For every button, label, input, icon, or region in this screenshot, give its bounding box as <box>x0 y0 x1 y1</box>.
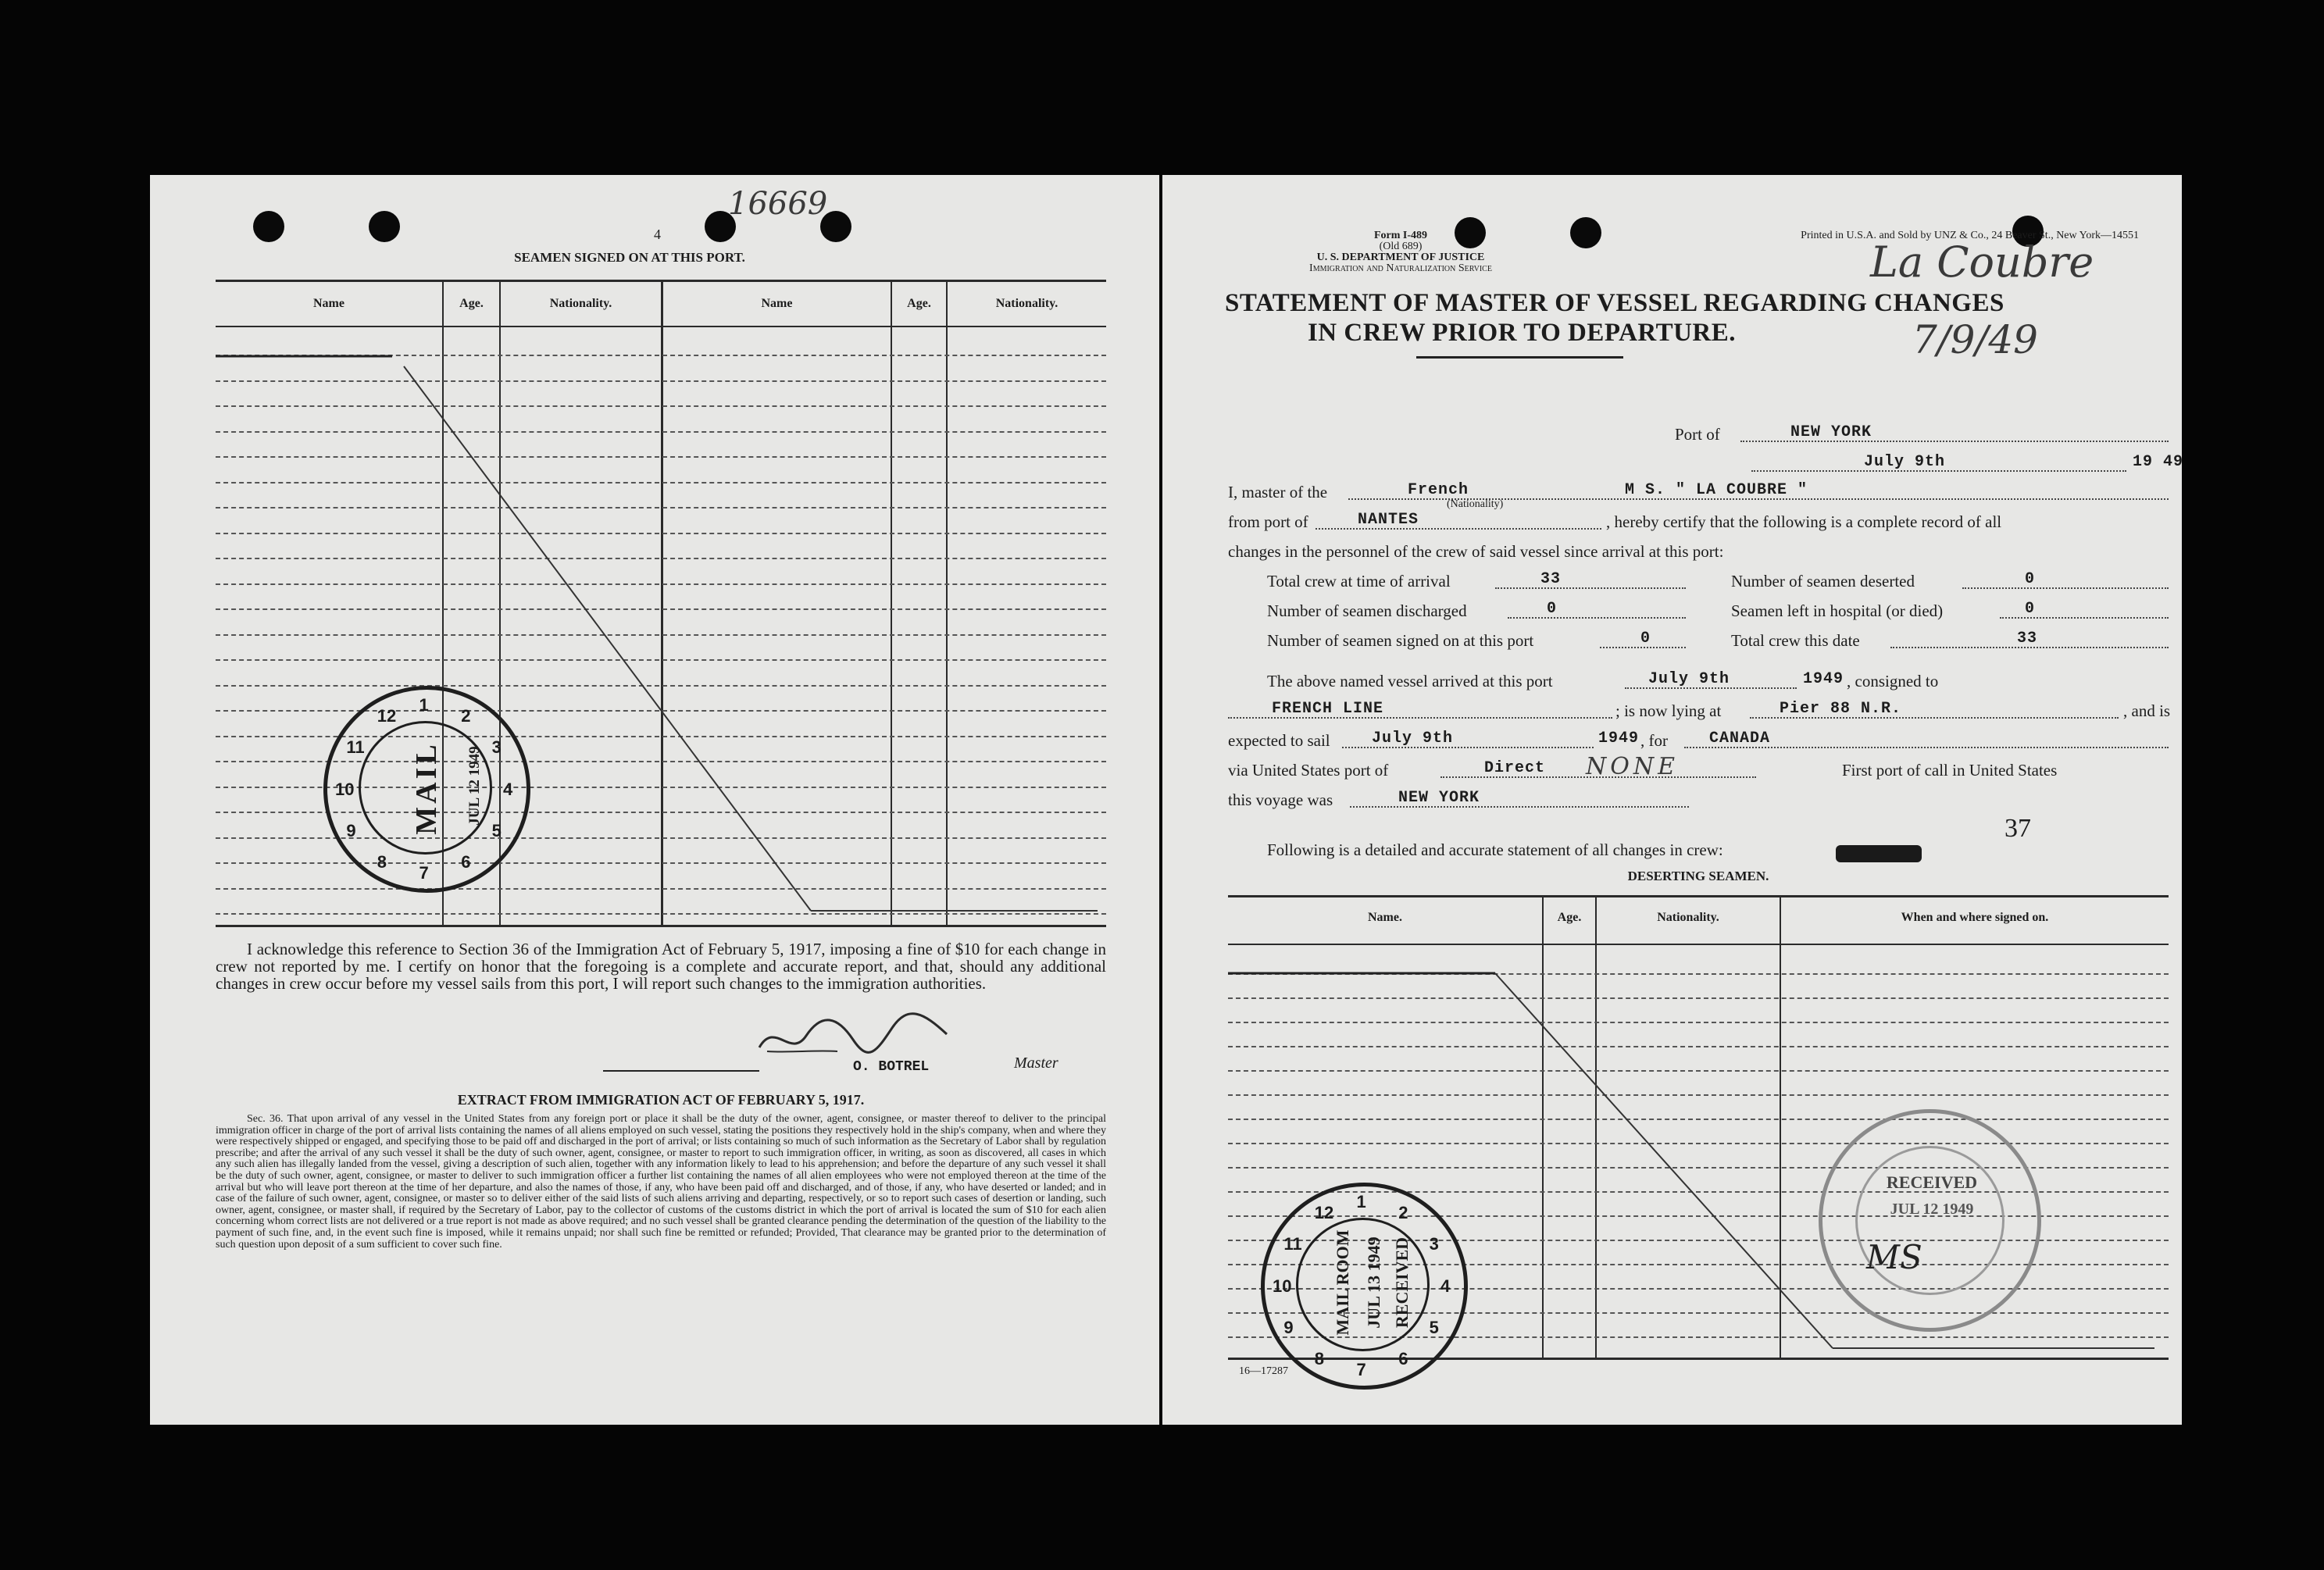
service: Immigration and Naturalization Service <box>1309 262 1492 274</box>
col-header-age: Age. <box>907 297 931 310</box>
master-label: Master <box>1014 1054 1058 1072</box>
stamp-word: RECEIVED <box>1886 1172 1978 1192</box>
certify-text: , hereby certify that the following is a complete record of all <box>1606 512 2002 531</box>
voyage-label: this voyage was <box>1228 790 1333 809</box>
arrived-year: 1949 <box>1803 670 1844 688</box>
col-header-signed-on: When and where signed on. <box>1901 911 2049 924</box>
from-port-label: from port of <box>1228 512 1308 531</box>
stamp-hour: 10 <box>335 779 355 799</box>
following-label: Following is a detailed and accurate statement of all changes in crew: <box>1267 840 1723 859</box>
stamp-hour: 12 <box>1314 1203 1334 1223</box>
received-stamp <box>1261 1183 1468 1390</box>
vessel-value: M S. " LA COUBRE " <box>1625 481 1808 499</box>
stamp-hour: 7 <box>1356 1360 1366 1379</box>
total-arrival-value: 33 <box>1540 570 1562 588</box>
initials: MS <box>1866 1238 1922 1276</box>
handwritten-date: 7/9/49 <box>1912 317 2038 362</box>
stamp-hour: 8 <box>1314 1348 1324 1368</box>
date-value: July 9th <box>1864 453 1946 471</box>
for-label: , for <box>1640 731 1668 750</box>
voyage-value: NEW YORK <box>1398 789 1480 807</box>
col-header-name: Name <box>313 297 344 310</box>
col-header-name: Name. <box>1368 911 1402 924</box>
col-header-age: Age. <box>1557 911 1582 924</box>
handwritten-ship-name: La Coubre <box>1870 237 2094 287</box>
col-header-age: Age. <box>459 297 484 310</box>
stamp-hour: 4 <box>503 779 513 799</box>
via-label: via United States port of <box>1228 761 1389 780</box>
year-value: 19 49 <box>2133 453 2184 471</box>
stamp-hour: 10 <box>1273 1276 1292 1296</box>
stamp-hour: 11 <box>1283 1233 1302 1254</box>
sail-year: 1949 <box>1598 730 1640 748</box>
expected-label: expected to sail <box>1228 731 1330 750</box>
stamp-word: RECEIVED <box>1392 1236 1412 1329</box>
hospital-label: Seamen left in hospital (or died) <box>1731 601 1944 620</box>
handwritten-number: 16669 <box>728 186 828 222</box>
stamp-word: MAIL <box>410 741 443 835</box>
received-stamp-faint <box>1819 1109 2041 1332</box>
department: U. S. DEPARTMENT OF JUSTICE <box>1316 252 1485 263</box>
stamp-department: MAIL ROOM <box>1333 1229 1352 1336</box>
deserting-title: DESERTING SEAMEN. <box>1627 869 1769 883</box>
form-title-line1: STATEMENT OF MASTER OF VESSEL REGARDING CHANGES <box>1225 289 2004 317</box>
deserted-value: 0 <box>2025 570 2036 588</box>
via-value: Direct <box>1484 759 1546 777</box>
stamp-hour: 12 <box>377 706 397 726</box>
stamp-hour: 5 <box>491 821 502 841</box>
lying-label: ; is now lying at <box>1615 701 1722 720</box>
signature-line <box>603 1070 759 1072</box>
changes-text: changes in the personnel of the crew of said vessel since arrival at this port: <box>1228 542 1724 561</box>
from-port-value: NANTES <box>1358 511 1419 529</box>
destination-value: CANADA <box>1709 730 1771 748</box>
hospital-value: 0 <box>2025 600 2036 618</box>
total-arrival-label: Total crew at time of arrival <box>1267 572 1451 591</box>
stamp-hour: 3 <box>491 737 502 757</box>
total-date-label: Total crew this date <box>1731 631 1860 650</box>
signed-on-label: Number of seamen signed on at this port <box>1267 631 1534 650</box>
stamp-hour: 2 <box>461 706 471 726</box>
stamp-date: JUL 12 1949 <box>466 746 483 826</box>
port-label: Port of <box>1675 425 1720 444</box>
form-old-number: (Old 689) <box>1379 241 1423 252</box>
first-port-label: First port of call in United States <box>1842 761 2058 780</box>
arrived-value: July 9th <box>1648 670 1730 688</box>
stamp-hour: 9 <box>1283 1318 1294 1338</box>
stamp-hour: 6 <box>1398 1348 1408 1368</box>
and-is: , and is <box>2123 701 2171 720</box>
form-number: Form I-489 <box>1373 230 1428 241</box>
page-number: 4 <box>654 227 661 242</box>
stamp-hour: 9 <box>346 821 356 841</box>
total-date-value: 33 <box>2017 630 2038 648</box>
acknowledgment-text: I acknowledge this reference to Section 36 of the Immigration Act of February 5, 1917, imposing a fine of $10 for each change in crew not reported by me. I certify on honor that the foregoing is a complete and accurate report, and that, should any additional changes in crew occur before my vessel sails from this port, I will report such changes to the immigration authorities. <box>216 940 1106 993</box>
form-title-line2: IN CREW PRIOR TO DEPARTURE. <box>1307 319 1737 347</box>
master-signature <box>744 1004 978 1067</box>
via-handwritten: NONE <box>1586 753 1679 780</box>
stamp-hour: 11 <box>346 737 365 757</box>
stamp-hour: 8 <box>377 851 387 872</box>
stamp-hour: 7 <box>419 863 429 883</box>
consignee-value: FRENCH LINE <box>1272 700 1384 718</box>
pier-value: Pier 88 N.R. <box>1780 700 1902 718</box>
stamp-date: JUL 13 1949 <box>1364 1236 1383 1329</box>
extract-title: EXTRACT FROM IMMIGRATION ACT OF FEBRUARY 5, 1917. <box>457 1092 865 1108</box>
col-header-name: Name <box>761 297 793 310</box>
nationality-caption: (Nationality) <box>1447 498 1504 510</box>
col-header-nationality: Nationality. <box>995 297 1058 310</box>
stamp-hour: 2 <box>1398 1203 1408 1223</box>
discharged-value: 0 <box>1547 600 1558 618</box>
stamp-hour: 1 <box>419 695 429 715</box>
deserted-label: Number of seamen deserted <box>1731 572 1915 591</box>
stamp-date: JUL 12 1949 <box>1890 1201 1974 1218</box>
consigned-label: , consigned to <box>1847 672 1939 690</box>
col-header-nationality: Nationality. <box>549 297 612 310</box>
arrived-label: The above named vessel arrived at this port <box>1267 672 1553 690</box>
sail-value: July 9th <box>1372 730 1454 748</box>
port-value: NEW YORK <box>1790 423 1872 441</box>
discharged-label: Number of seamen discharged <box>1267 601 1467 620</box>
number-37: 37 <box>2004 814 2031 843</box>
right-page <box>1162 175 2182 1425</box>
form-footer: 16—17287 <box>1239 1365 1288 1377</box>
stamp-hour: 5 <box>1429 1318 1439 1338</box>
nationality-value: French <box>1408 481 1469 499</box>
mail-stamp <box>323 686 530 893</box>
extract-text: Sec. 36. That upon arrival of any vessel in the United States from any foreign port or place it shall be the duty of the owner, agent, consignee, or master thereof to deliver to the principal immigration officer in charge of the port of arrival lists containing the names of all aliens employed on such vessel, stating the positions they respectively hold in the ship's company, when and where they were respectively shipped or engaged, and specifying those to be paid off and discharged in the port of arrival; or lists containing so much of such information as the Secretary of Labor shall by regulation prescribe; and after the arrival of any such vessel it shall be the duty of such owner, agent, consignee, or master to report to such immigration officer, in writing, as soon as discovered, all cases in which any such alien has illegally landed from the vessel, giving a description of such alien, together with any information likely to lead to his apprehension; and before the departure of any such vessel it shall be the duty of such owner, agent, consignee, or master to deliver to such immigration officer a further list containing the names of all alien employees who were not employed thereon at the time of the arrival but who will leave port thereon at the time of her departure, and also the names of those, if any, who have been paid off and discharged, and of those, if any, who have deserted or landed; and in case of the failure of such owner, agent, consignee, or master so to deliver either of the said lists of such aliens arriving and departing, respectively, or so to report such cases of desertion or landing, such owner, agent, consignee, or master shall, if required by the Secretary of Labor, pay to the collector of customs of the customs district in which the port of arrival is located the sum of $10 for each alien concerning whom correct lists are not delivered or a true report is not made as above required; and no such vessel shall be granted clearance pending the determination of the question of the liability to the payment of such fine, and, in the event such fine is imposed, while it remains unpaid; nor shall such fine be remitted or refunded; Provided, That clearance may be granted prior to the determination of such question upon deposit of a sum sufficient to cover such fine. <box>216 1113 1106 1251</box>
master-of-label: I, master of the <box>1228 483 1328 501</box>
stamp-hour: 6 <box>461 851 471 872</box>
signed-on-value: 0 <box>1640 630 1651 648</box>
printer-note: Printed in U.S.A. and Sold by UNZ & Co., 24 Beaver St., New York—14551 <box>1801 230 2139 241</box>
col-header-nationality: Nationality. <box>1657 911 1719 924</box>
left-page <box>150 175 1159 1425</box>
table-title: SEAMEN SIGNED ON AT THIS PORT. <box>514 250 745 265</box>
stamp-hour: 4 <box>1440 1276 1451 1296</box>
master-name: O. BOTREL <box>853 1059 930 1075</box>
stamp-hour: 1 <box>1356 1192 1366 1211</box>
stamp-hour: 3 <box>1429 1233 1439 1254</box>
